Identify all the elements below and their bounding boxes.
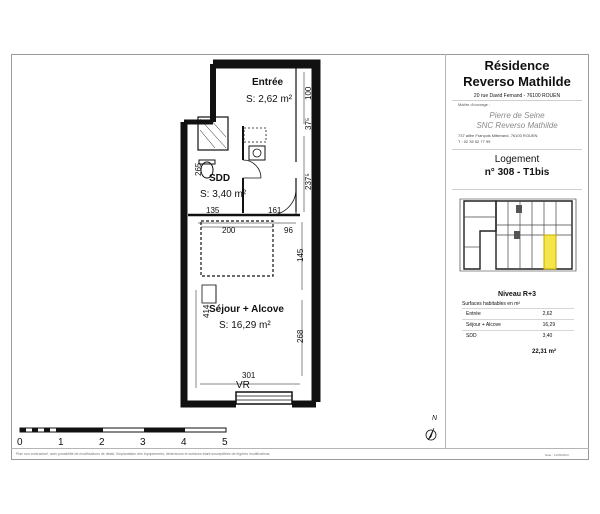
residence-address: 20 rue David Fernand - 76100 ROUEN [473,93,561,99]
developer-label: Maître d'ouvrage : [458,102,491,107]
scale-label-3: 3 [140,437,146,448]
surface-area: 2,62 [529,309,574,320]
sidebar-rule [452,100,582,101]
north-label: N [432,415,438,422]
developer-phone: T : 02 35 52 77 99 [458,139,491,144]
scale-label-1: 1 [58,437,64,448]
room-name-sdd: SDD [209,173,231,184]
dim-161: 161 [268,206,282,215]
surface-area: 3,40 [529,331,574,342]
level-label: Niveau R+3 [498,291,536,298]
developer-name-line2: SNC Reverso Mathilde [476,121,558,130]
developer-name [446,111,588,131]
room-area-sejour: S: 16,29 m² [219,320,271,331]
scale-label-0: 0 [17,437,23,448]
alcove-bed [201,221,273,276]
sidebar-rule [452,189,582,190]
dim-200: 200 [222,226,236,235]
developer-name-line1: Pierre de Seine [489,111,545,120]
logement-number: n° 308 - T1bis [484,167,550,178]
residence-title-line1: Résidence [484,58,550,73]
dim-37: 37⁵ [304,117,313,130]
dim-414: 414 [202,304,211,318]
date-note: Date : 11/05/2023 [545,453,569,457]
residence-title [446,58,588,90]
room-area-entree: S: 2,62 m² [246,94,293,105]
window-frame [236,392,292,404]
table-row [462,320,574,331]
key-plan [456,195,580,275]
surface-total: 22,31 m² [532,349,557,355]
surfaces-heading: Surfaces habitables en m² [462,301,521,307]
north-arrow-icon [426,428,436,440]
dim-301: 301 [242,371,256,380]
dim-96: 96 [284,226,293,235]
surface-room: SDD [462,331,529,342]
disclaimer-footnote: Plan non contractuel, avec possibilité de modifications de détail, l'implantation des équipements, dimensions et surfaces étant susceptibles de légères modifications. [16,452,271,456]
dim-100: 100 [304,86,313,100]
developer-address [458,133,537,145]
entry-closet [244,128,266,142]
dim-265: 265 [194,162,203,176]
scale-label-5: 5 [222,437,228,448]
developer-address-line1: 737 allée François Mitterand, 76100 ROUEN [458,133,538,138]
sidebar-rule [452,149,582,150]
kitchen-unit [202,285,216,303]
residence-title-line2: Reverso Mathilde [463,74,571,89]
dim-135: 135 [206,206,220,215]
vr-label: VR [236,380,250,391]
table-row [462,331,574,342]
dim-268: 268 [296,329,305,343]
scale-label-2: 2 [99,437,105,448]
table-row [462,309,574,320]
room-name-entree: Entrée [252,77,284,88]
surface-room: Entrée [462,309,529,320]
scale-label-4: 4 [181,437,187,448]
sink [249,146,265,160]
dim-237: 237⁵ [304,173,313,190]
surface-room: Séjour + Alcove [462,320,529,331]
highlighted-unit [544,235,556,269]
dim-145: 145 [296,248,305,262]
room-area-sdd: S: 3,40 m² [200,189,247,200]
surface-area: 16,29 [529,320,574,331]
logement-block [446,153,588,179]
surfaces-table [462,308,574,342]
scale-bar [20,428,226,432]
logement-label: Logement [494,154,540,165]
room-name-sejour: Séjour + Alcove [209,304,284,315]
